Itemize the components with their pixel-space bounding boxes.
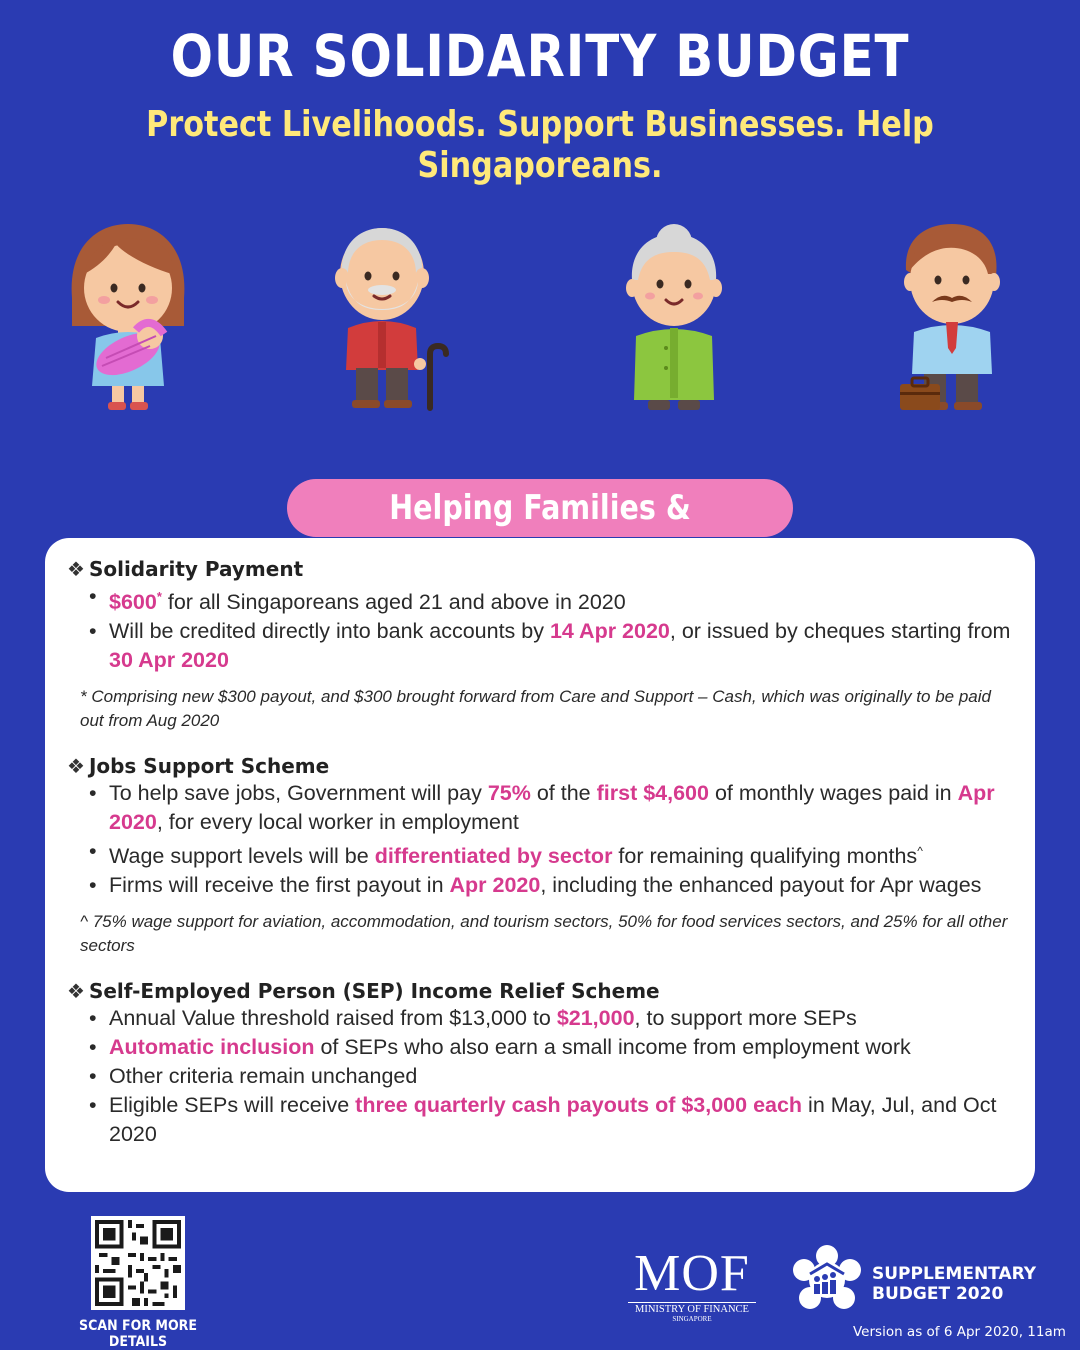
text: , or issued by cheques starting from — [669, 619, 1011, 644]
list-item — [87, 617, 1013, 675]
sep-scheme-section — [67, 978, 1013, 1149]
diamond-bullet-icon: ❖ — [67, 979, 85, 1004]
text: , for every local worker in employment — [156, 810, 519, 835]
supp-line2: BUDGET 2020 — [872, 1284, 1004, 1304]
text: Will be credited directly into bank accounts by — [109, 619, 550, 644]
text: To help save jobs, Government will pay — [109, 781, 488, 806]
list-item — [87, 1033, 1013, 1062]
supplementary-budget-logo-icon — [790, 1244, 864, 1314]
heading-text: Self-Employed Person (SEP) Income Relief Scheme — [88, 979, 660, 1004]
supplementary-budget-label — [872, 1264, 1036, 1304]
list-item — [87, 871, 1013, 900]
mof-logo-text: MOF — [634, 1245, 750, 1302]
info-card — [45, 538, 1035, 1192]
list-item — [87, 1091, 1013, 1149]
jobs-support-section — [67, 753, 1013, 958]
text: for remaining qualifying months — [612, 844, 918, 869]
highlight: 14 Apr 2020 — [549, 619, 670, 644]
list-item — [87, 837, 1013, 871]
grandmother-icon — [624, 218, 724, 414]
office-worker-icon — [896, 218, 1002, 414]
section-title-pill: Helping Families & Workers — [287, 479, 793, 537]
page-subtitle: Protect Livelihoods. Support Businesses. Help Singaporeans. — [146, 104, 934, 186]
footnote: * Comprising new $300 payout, and $300 brought forward from Care and Support – Cash, which was originally to be paid out from Aug 2020 — [80, 687, 991, 731]
text: Eligible SEPs will receive — [109, 1093, 356, 1118]
list-item — [87, 779, 1013, 837]
heading-text: Jobs Support Scheme — [88, 754, 330, 779]
highlight: 75% — [487, 781, 531, 806]
mof-country: SINGAPORE — [672, 1315, 712, 1323]
text: in May, Jul, and Oct 2020 — [109, 1093, 997, 1147]
highlight: $600 — [109, 590, 157, 615]
text: of the — [530, 781, 597, 806]
footnote-mark: * — [156, 589, 162, 604]
highlight: 30 Apr 2020 — [109, 648, 229, 673]
highlight: differentiated by sector — [374, 844, 613, 869]
highlight: Apr 2020 — [449, 873, 541, 898]
highlight: three quarterly cash payouts of $3,000 each — [355, 1093, 803, 1118]
highlight: Automatic inclusion — [109, 1035, 315, 1060]
page-title: OUR SOLIDARITY BUDGET — [170, 22, 910, 90]
text: Annual Value threshold raised from $13,000 to — [109, 1006, 557, 1031]
mof-logo — [622, 1245, 762, 1326]
text: Firms will receive the first payout in — [109, 873, 450, 898]
text: Other criteria remain unchanged — [109, 1064, 418, 1089]
supp-line1: SUPPLEMENTARY — [872, 1264, 1037, 1284]
diamond-bullet-icon: ❖ — [67, 557, 85, 581]
footnote-mark: ^ — [917, 844, 923, 859]
jobs-support-heading — [67, 753, 1013, 779]
text: , to support more SEPs — [634, 1006, 857, 1031]
text: , including the enhanced payout for Apr wages — [540, 873, 982, 898]
grandfather-icon — [332, 218, 452, 414]
mof-name: MINISTRY OF FINANCE — [628, 1302, 756, 1315]
sep-scheme-heading — [67, 978, 1013, 1004]
text: for all Singaporeans aged 21 and above in 2020 — [161, 590, 626, 615]
mother-with-baby-icon — [66, 218, 190, 414]
scan-label: SCAN FOR MORE DETAILS — [79, 1318, 197, 1350]
text: of SEPs who also earn a small income from employment work — [314, 1035, 911, 1060]
diamond-bullet-icon: ❖ — [67, 754, 85, 779]
list-item — [87, 1062, 1013, 1091]
heading-text: Solidarity Payment — [88, 557, 304, 581]
text: Wage support levels will be — [109, 844, 375, 869]
text: of monthly wages paid in — [708, 781, 958, 806]
version-text: Version as of 6 Apr 2020, 11am — [853, 1324, 1066, 1340]
highlight: $21,000 — [556, 1006, 635, 1031]
qr-code-icon[interactable] — [91, 1216, 185, 1310]
footnote: ^ 75% wage support for aviation, accommodation, and tourism sectors, 50% for food services sectors, and 25% for all other sectors — [80, 912, 1008, 956]
highlight: Apr 2020 — [109, 781, 995, 835]
highlight: first $4,600 — [596, 781, 709, 806]
list-item — [87, 1004, 1013, 1033]
